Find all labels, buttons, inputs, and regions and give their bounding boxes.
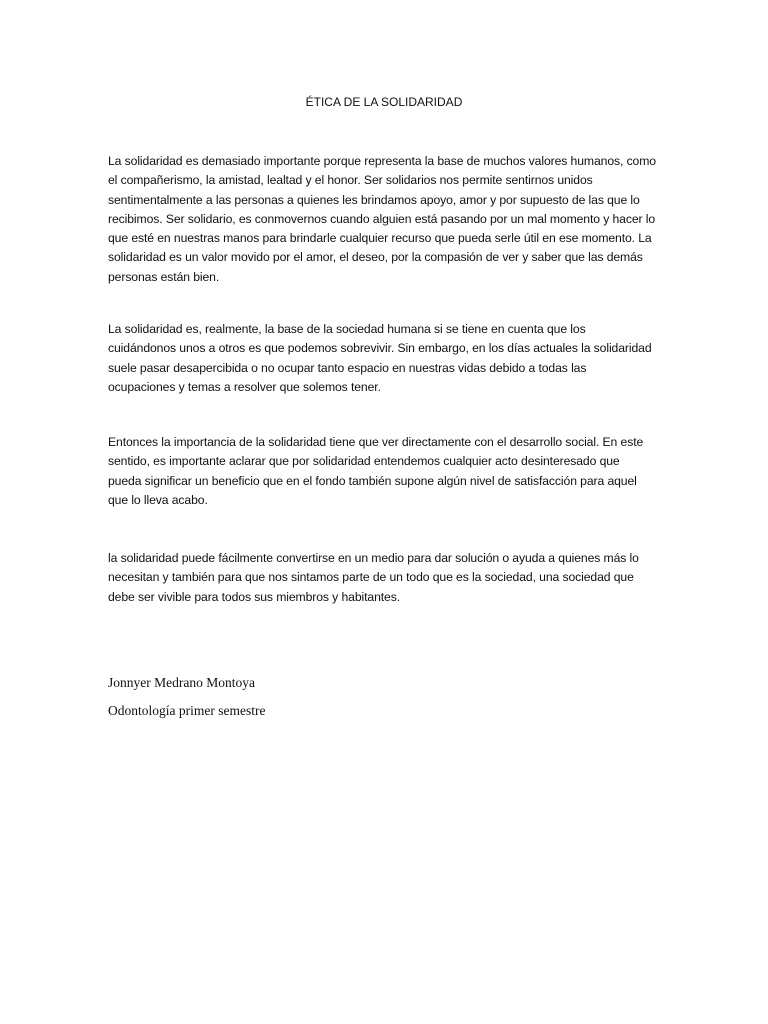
document-title: ÉTICA DE LA SOLIDARIDAD xyxy=(305,95,463,109)
paragraph-3: Entonces la importancia de la solidaridad tiene que ver directamente con el desarrollo social. En este sentido, es importante aclarar que por solidaridad entendemos cualquier acto desinteresado que pueda significar un beneficio que en el fondo también supone algún nivel de satisfacción para aquel que lo lleva acabo. xyxy=(108,435,644,507)
paragraph-2: La solidaridad es, realmente, la base de la sociedad humana si se tiene en cuenta que los cuidándonos unos a otros es que podemos sobrevivir. Sin embargo, en los días actuales la solidaridad suele pasar desapercibida o no ocupar tanto espacio en nuestras vidas debido a todas las ocupaciones y temas a resolver que solemos tener. xyxy=(108,322,652,394)
paragraph-4: la solidaridad puede fácilmente convertirse en un medio para dar solución o ayuda a quienes más lo necesitan y también para que nos sintamos parte de un todo que es la sociedad, una sociedad que debe ser vivible para todos sus miembros y habitantes. xyxy=(108,551,639,604)
paragraph-1: La solidaridad es demasiado importante porque representa la base de muchos valores humanos, como el compañerismo, la amistad, lealtad y el honor. Ser solidarios nos permite sentirnos unidos sentimentalmente a las personas a quienes les brindamos apoyo, amor y por supuesto de las que lo recibimos. Ser solidario, es conmovernos cuando alguien está pasando por un mal momento y hacer lo que esté en nuestras manos para brindarle cualquier recurso que pueda serle útil en ese momento. La solidaridad es un valor movido por el amor, el deseo, por la compasión de ver y saber que las demás personas están bien. xyxy=(108,154,656,284)
author-name: Jonnyer Medrano Montoya xyxy=(108,675,255,690)
author-course: Odontología primer semestre xyxy=(108,703,266,718)
